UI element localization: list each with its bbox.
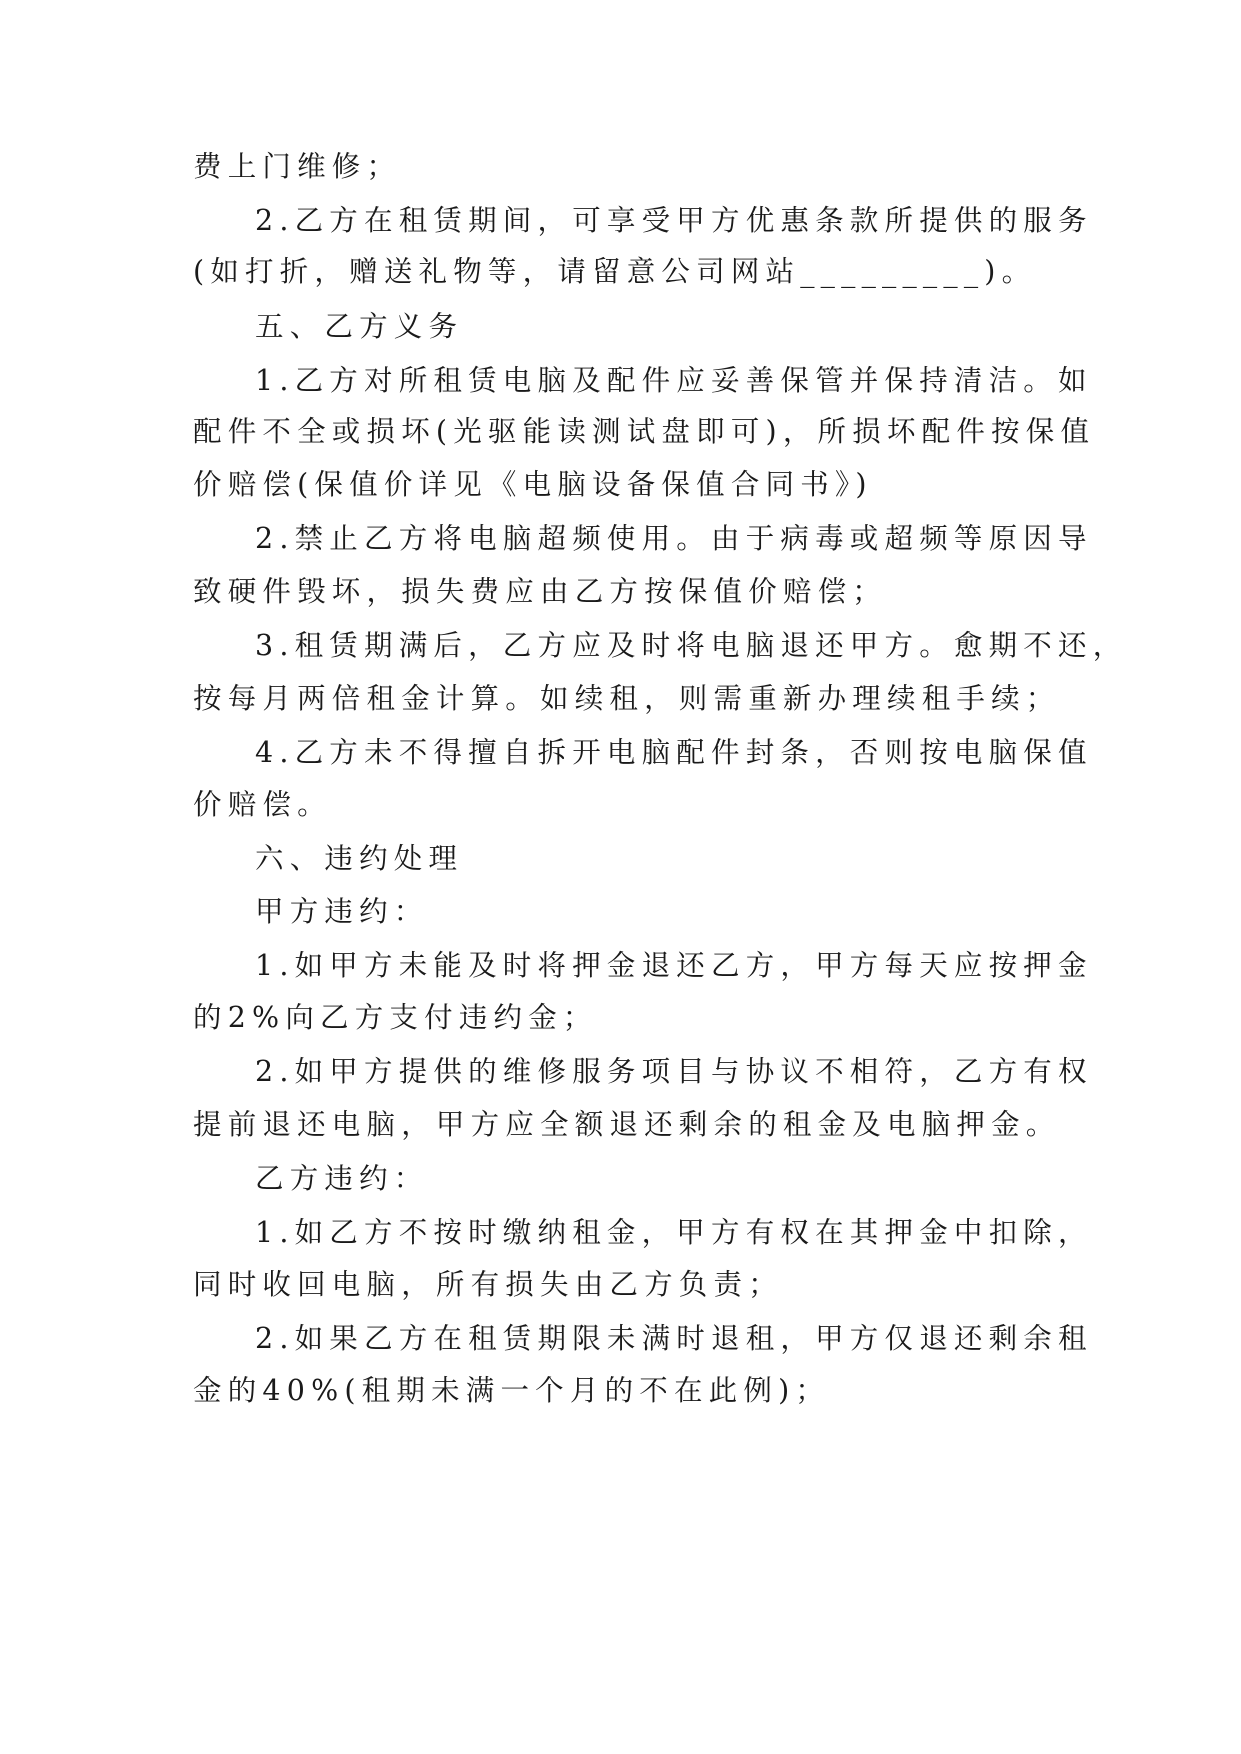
text-line: 4.乙方未不得擅自拆开电脑配件封条，否则按电脑保值 bbox=[255, 736, 1093, 769]
text-line: 1.乙方对所租赁电脑及配件应妥善保管并保持清洁。如 bbox=[255, 364, 1093, 397]
text-line: 3.租赁期满后，乙方应及时将电脑退还甲方。愈期不还， bbox=[255, 629, 1128, 662]
text-line: 同时收回电脑，所有损失由乙方负责； bbox=[193, 1268, 783, 1301]
text-line: 2.乙方在租赁期间，可享受甲方优惠条款所提供的服务 bbox=[255, 204, 1093, 237]
text-line: 1.如乙方不按时缴纳租金，甲方有权在其押金中扣除， bbox=[255, 1216, 1093, 1249]
text-line: 费上门维修； bbox=[193, 150, 402, 183]
text-line: 2.如果乙方在租赁期限未满时退租，甲方仅退还剩余租 bbox=[255, 1322, 1093, 1355]
text-line: 配件不全或损坏(光驱能读测试盘即可)，所损坏配件按保值 bbox=[193, 415, 1096, 448]
subheading: 乙方违约： bbox=[255, 1162, 429, 1195]
text-line: 2.如甲方提供的维修服务项目与协议不相符，乙方有权 bbox=[255, 1055, 1093, 1088]
text-line: 价赔偿。 bbox=[193, 788, 332, 821]
text-line: (如打折，赠送礼物等，请留意公司网站_________)。 bbox=[193, 255, 1037, 288]
section-heading: 五、乙方义务 bbox=[255, 310, 464, 343]
section-heading: 六、违约处理 bbox=[255, 842, 464, 875]
text-line: 价赔偿(保值价详见《电脑设备保值合同书》) bbox=[193, 468, 873, 501]
text-line: 的2%向乙方支付违约金； bbox=[193, 1001, 598, 1034]
subheading: 甲方违约： bbox=[255, 895, 429, 928]
text-line: 2.禁止乙方将电脑超频使用。由于病毒或超频等原因导 bbox=[255, 522, 1093, 555]
text-line: 致硬件毁坏，损失费应由乙方按保值价赔偿； bbox=[193, 575, 888, 608]
text-line: 提前退还电脑，甲方应全额退还剩余的租金及电脑押金。 bbox=[193, 1108, 1061, 1141]
text-line: 按每月两倍租金计算。如续租，则需重新办理续租手续； bbox=[193, 682, 1061, 715]
text-line: 金的40%(租期未满一个月的不在此例)； bbox=[193, 1374, 831, 1407]
text-line: 1.如甲方未能及时将押金退还乙方，甲方每天应按押金 bbox=[255, 949, 1093, 982]
